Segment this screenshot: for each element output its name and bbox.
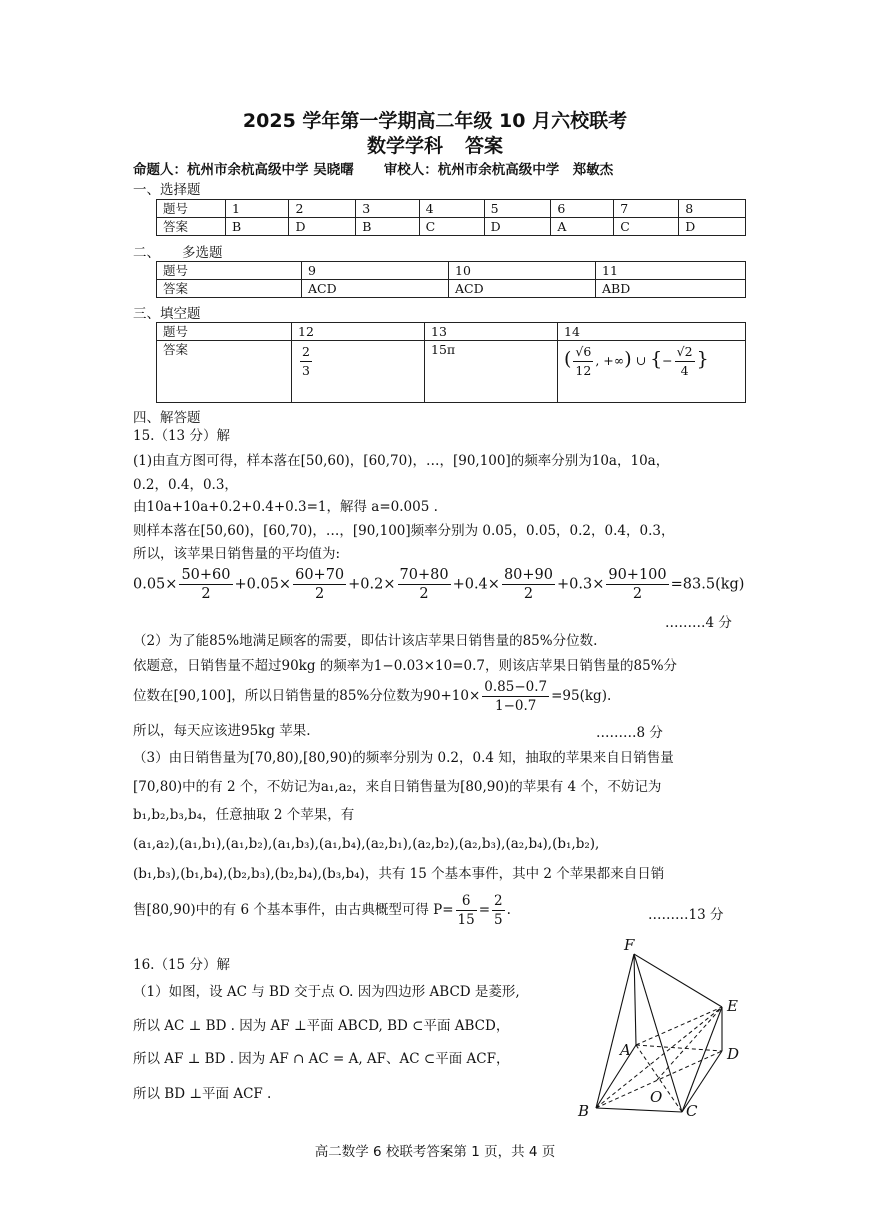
fraction-denominator: 1−0.7 <box>495 698 537 714</box>
edge-FB <box>596 954 634 1108</box>
fraction-numerator: 90+100 <box>608 567 667 583</box>
fraction-denominator: 2 <box>632 586 643 602</box>
section2-heading <box>133 241 223 261</box>
single-choice-table <box>156 199 746 236</box>
answer-12-fraction <box>300 343 312 380</box>
text-run: 位数在[90,100]，所以日销售量的85%分位数为90+10× <box>133 688 481 704</box>
fraction-denominator: 3 <box>302 363 310 378</box>
q15-line: 所以，该苹果日销售量的平均值为: <box>133 546 341 562</box>
close-paren: ) <box>624 348 632 370</box>
fraction-numerator: 0.85−0.7 <box>484 679 548 695</box>
q15-line: 所以，每天应该进95kg 苹果. <box>133 723 311 739</box>
fraction-denominator: 5 <box>494 912 503 928</box>
table-cell: ACD <box>302 280 449 298</box>
fraction-numerator: 50+60 <box>181 567 231 583</box>
table-cell: 答案 <box>157 218 226 236</box>
q15-line: 0.2，0.4，0.3， <box>133 477 238 493</box>
score-mark: ………4 分 <box>665 615 732 631</box>
table-cell: B <box>356 218 419 236</box>
fraction-numerator: √2 <box>675 343 695 362</box>
edge-BC <box>596 1108 682 1112</box>
fraction-denominator: 12 <box>575 363 592 378</box>
authors-line <box>133 158 613 178</box>
q15-line: (a₁,a₂),(a₁,b₁),(a₁,b₂),(a₁,b₃),(a₁,b₄),(a₂,b₁),(a₂,b₂),(a₂,b₃),(a₂,b₄),(b₁,b₂), <box>133 836 600 852</box>
table-cell: 9 <box>302 262 449 280</box>
setter: 命题人：杭州市余杭高级中学 吴晓曙 <box>133 162 354 178</box>
fraction-denominator: 4 <box>680 363 689 378</box>
table-cell: B <box>226 218 289 236</box>
table-cell: 题号 <box>157 323 292 341</box>
table-cell: C <box>419 218 484 236</box>
q16-heading: 16.（15 分）解 <box>133 957 230 973</box>
edge-AE <box>636 1007 722 1045</box>
fill-blank-table <box>156 322 746 403</box>
eq-fraction <box>179 566 232 603</box>
eq-term: +0.05× <box>234 576 292 593</box>
text-run: 售[80,90)中的有 6 个基本事件，由古典概型可得 P= <box>133 902 454 918</box>
q15-line: 依题意，日销售量不超过90kg 的频率为1−0.03×10=0.7，则该店苹果日销售量的85%分 <box>133 658 678 674</box>
eq-fraction <box>502 566 555 603</box>
table-row <box>157 200 746 218</box>
table-cell: 2 <box>289 200 356 218</box>
table-cell: D <box>289 218 356 236</box>
fraction-numerator: 2 <box>494 893 503 909</box>
probability-fraction <box>456 892 477 929</box>
label-B: B <box>578 1102 590 1120</box>
fraction-denominator: 2 <box>419 586 429 602</box>
page-subtitle <box>0 131 870 158</box>
eq-fraction <box>293 566 346 603</box>
open-brace: { <box>650 348 663 370</box>
label-C: C <box>686 1102 698 1120</box>
section1-heading: 一、选择题 <box>133 182 201 198</box>
fraction-denominator: 2 <box>523 586 534 602</box>
text-run: = <box>478 902 491 918</box>
table-cell: 14 <box>558 323 746 341</box>
table-cell: 答案 <box>157 280 302 298</box>
table-cell: C <box>614 218 679 236</box>
table-cell: D <box>484 218 551 236</box>
q15-probability-line <box>133 892 511 929</box>
q15-line: （3）由日销售量为[70,80),[80,90)的频率分别为 0.2，0.4 知，抽取的苹果来自日销售量 <box>133 750 674 766</box>
open-paren: ( <box>564 348 572 370</box>
section2-heading-num: 二、 <box>133 245 160 261</box>
table-cell <box>292 341 425 403</box>
eq-term: +0.3× <box>557 576 605 593</box>
q15-percentile-line <box>133 678 611 715</box>
eq-fraction <box>606 566 668 603</box>
table-cell: 3 <box>356 200 419 218</box>
fraction-numerator: 60+70 <box>295 567 345 583</box>
page-footer: 高二数学 6 校联考答案第 1 页，共 4 页 <box>314 1144 556 1160</box>
q15-line: [70,80)中的有 2 个，不妨记为a₁,a₂，来自日销售量为[80,90)的苹果有 4 个，不妨记为 <box>133 779 662 795</box>
table-cell: 12 <box>292 323 425 341</box>
table-cell: A <box>551 218 614 236</box>
answer-14-fraction-2 <box>675 343 695 380</box>
table-cell: 5 <box>484 200 551 218</box>
table-cell: 题号 <box>157 200 226 218</box>
table-row <box>157 323 746 341</box>
fraction-numerator: 2 <box>300 343 312 362</box>
subject-label: 数学学科 <box>366 135 443 157</box>
eq-term: +0.4× <box>452 576 500 593</box>
label-O: O <box>650 1088 663 1106</box>
q16-line: （1）如图，设 AC 与 BD 交于点 O. 因为四边形 ABCD 是菱形, <box>133 984 520 1000</box>
text-run: =95(kg). <box>551 688 612 704</box>
page-title: 2025 学年第一学期高二年级 10 月六校联考 <box>242 110 628 132</box>
table-cell: 题号 <box>157 262 302 280</box>
table-cell: ABD <box>596 280 746 298</box>
q15-line: 则样本落在[50,60)，[60,70)，…，[90,100]频率分别为 0.05，0.05，0.2，0.4，0.3， <box>133 523 675 539</box>
table-cell: 1 <box>226 200 289 218</box>
q16-line: 所以 AF ⊥ BD . 因为 AF ∩ AC = A, AF、AC ⊂平面 ACF， <box>133 1051 510 1067</box>
score-mark: ………8 分 <box>596 725 663 741</box>
union-symbol: ∪ <box>635 353 647 368</box>
table-cell: D <box>679 218 746 236</box>
q16-line: 所以 AC ⊥ BD . 因为 AF ⊥平面 ABCD, BD ⊂平面 ABCD， <box>133 1018 510 1034</box>
table-cell: 11 <box>596 262 746 280</box>
edge-OE <box>657 1007 722 1080</box>
table-cell: 6 <box>551 200 614 218</box>
fraction-denominator: 2 <box>315 586 325 602</box>
table-row <box>157 280 746 298</box>
table-row <box>157 218 746 236</box>
probability-fraction <box>492 892 505 929</box>
label-E: E <box>727 997 738 1015</box>
q15-line: 由10a+10a+0.2+0.4+0.3=1，解得 a=0.005 . <box>133 499 438 515</box>
interval-infinity: , +∞ <box>595 353 625 368</box>
table-row <box>157 262 746 280</box>
section2-heading-text: 多选题 <box>182 245 223 261</box>
q15-heading: 15.（13 分）解 <box>133 428 230 444</box>
label-A: A <box>620 1041 631 1059</box>
fraction-numerator: 70+80 <box>399 567 449 583</box>
answer-14-fraction-1 <box>573 343 593 380</box>
close-brace: } <box>696 348 709 370</box>
multi-choice-table <box>156 261 746 298</box>
answer-13: 15π <box>431 342 456 357</box>
table-cell: 10 <box>449 262 596 280</box>
table-cell: 7 <box>614 200 679 218</box>
table-cell: 8 <box>679 200 746 218</box>
table-cell <box>558 341 746 403</box>
table-cell <box>425 341 558 403</box>
eq-term: 0.05× <box>133 576 178 593</box>
score-mark: ………13 分 <box>648 907 724 923</box>
fraction-denominator: 15 <box>457 912 475 928</box>
solid-geometry-figure <box>570 930 750 1130</box>
eq-term: =83.5(kg) <box>670 576 745 593</box>
table-cell: 答案 <box>157 341 292 403</box>
eq-term: +0.2× <box>348 576 396 593</box>
text-run: . <box>506 902 511 918</box>
table-cell: 4 <box>419 200 484 218</box>
label-D: D <box>727 1045 740 1063</box>
q15-mean-equation <box>133 566 744 603</box>
edge-AD <box>636 1045 722 1051</box>
answer-label: 答案 <box>465 135 504 157</box>
label-F: F <box>624 936 635 954</box>
q15-line: (1)由直方图可得，样本落在[50,60)，[60,70)，…，[90,100]的频率分别为10a，10a， <box>133 453 670 469</box>
table-cell: 13 <box>425 323 558 341</box>
table-row <box>157 341 746 403</box>
q16-line: 所以 BD ⊥平面 ACF . <box>133 1086 272 1102</box>
reviewer: 审校人：杭州市余杭高级中学 郑敏杰 <box>383 162 614 178</box>
fraction-numerator: 80+90 <box>503 567 553 583</box>
q15-line: (b₁,b₃),(b₁,b₄),(b₂,b₃),(b₂,b₄),(b₃,b₄)，共有 15 个基本事件，其中 2 个苹果都来自日销 <box>133 866 665 882</box>
fraction-denominator: 2 <box>201 586 211 602</box>
percentile-fraction <box>482 678 549 715</box>
section4-heading: 四、解答题 <box>133 410 201 426</box>
q15-line: b₁,b₂,b₃,b₄，任意抽取 2 个苹果，有 <box>133 807 355 823</box>
table-cell: ACD <box>449 280 596 298</box>
edge-FA <box>634 954 636 1045</box>
section3-heading: 三、填空题 <box>133 306 201 322</box>
q15-line: （2）为了能85%地满足顾客的需要，即估计该店苹果日销售量的85%分位数. <box>133 633 598 649</box>
eq-fraction <box>398 566 451 603</box>
minus-sign: − <box>662 353 673 368</box>
fraction-numerator: √6 <box>573 343 593 362</box>
fraction-numerator: 6 <box>456 892 477 911</box>
